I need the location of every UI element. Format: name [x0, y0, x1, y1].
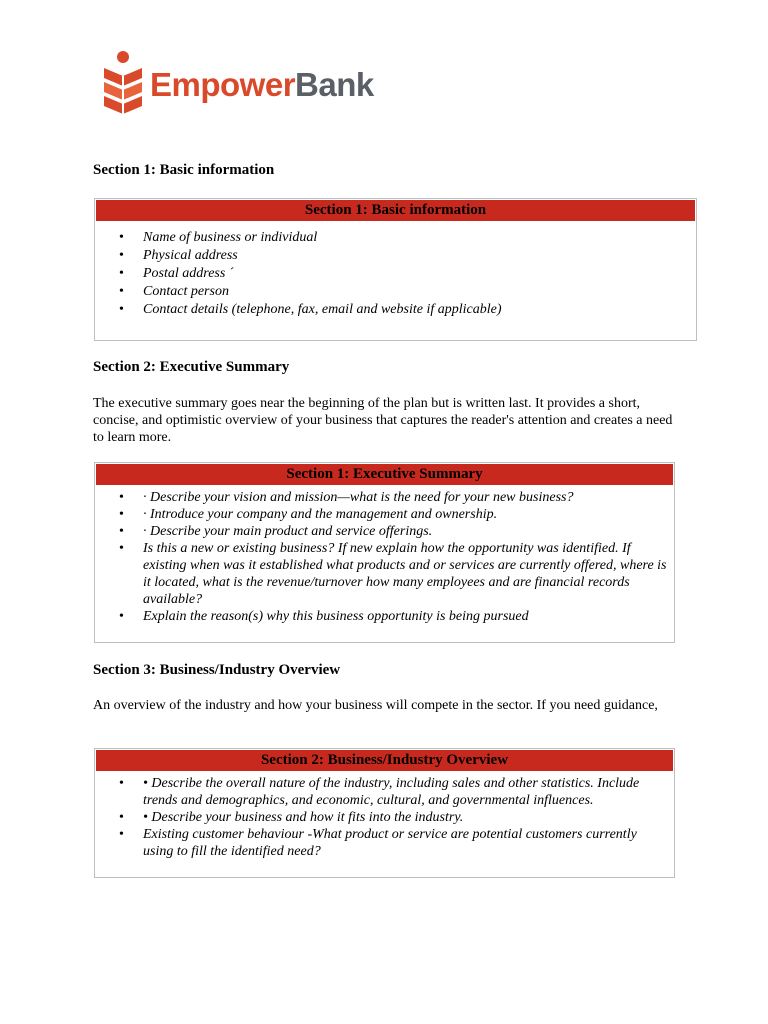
section3-box-title: Section 2: Business/Industry Overview — [96, 750, 673, 771]
bullet-icon: • — [119, 284, 124, 299]
list-item — [95, 301, 696, 319]
section2-box — [94, 462, 675, 643]
section2-box-title: Section 1: Executive Summary — [96, 464, 673, 485]
section2-paragraph: The executive summary goes near the beginning of the plan but is written last. It provides a short, concise, and optimistic overview of your business that captures the reader's attention and creates a need to learn more. — [93, 396, 673, 445]
bullet-icon: • — [119, 248, 124, 263]
section1-heading: Section 1: Basic information — [93, 162, 275, 178]
list-item-text: Explain the reason(s) why this business opportunity is being pursued — [143, 609, 529, 624]
bullet-icon: • — [119, 524, 124, 539]
section3-box — [94, 748, 675, 878]
list-item-text: · Describe your vision and mission—what is the need for your new business? — [143, 490, 574, 505]
section1-box-title: Section 1: Basic information — [96, 200, 695, 221]
list-item — [95, 826, 674, 860]
list-item — [95, 809, 674, 826]
logo-text-bank: Bank — [295, 66, 374, 103]
list-item — [95, 265, 696, 283]
section3-heading: Section 3: Business/Industry Overview — [93, 662, 341, 678]
bullet-icon: • — [119, 810, 124, 825]
bullet-icon: • — [119, 827, 124, 842]
list-item-text: Contact person — [143, 284, 229, 299]
list-item-text: Is this a new or existing business? If new explain how the opportunity was identified. If existing when was it established what products and or services are currently offered, where is it located, what is the revenue/turnover how many employees and are financial records available? — [143, 541, 667, 607]
bullet-icon: • — [119, 507, 124, 522]
bullet-icon: • — [119, 609, 124, 624]
list-item-text: Postal address ´ — [143, 266, 234, 281]
list-item — [95, 540, 674, 608]
bullet-icon: • — [119, 230, 124, 245]
list-item — [95, 608, 674, 625]
section3-paragraph: An overview of the industry and how your business will compete in the sector. If you need guidance, — [93, 698, 658, 713]
section1-box — [94, 198, 697, 341]
bullet-icon: • — [119, 776, 124, 791]
list-item-text: • Describe the overall nature of the industry, including sales and other statistics. Include trends and demographics, and economic, cultural, and governmental influences. — [143, 776, 640, 808]
bullet-icon: • — [119, 302, 124, 317]
list-item-text: Existing customer behaviour -What product or service are potential customers currently using to fill the identified need? — [143, 827, 637, 859]
section3-list — [95, 775, 674, 860]
empowerbank-logo — [100, 48, 374, 118]
list-item-text: Name of business or individual — [143, 230, 318, 245]
list-item — [95, 523, 674, 540]
bullet-icon: • — [119, 541, 124, 556]
section2-heading: Section 2: Executive Summary — [93, 359, 290, 375]
list-item-text: · Introduce your company and the management and ownership. — [143, 507, 498, 522]
list-item-text: • Describe your business and how it fits into the industry. — [143, 810, 464, 825]
list-item — [95, 775, 674, 809]
list-item-text: Contact details (telephone, fax, email and website if applicable) — [143, 302, 502, 317]
section2-list — [95, 489, 674, 625]
bullet-icon: • — [119, 266, 124, 281]
list-item — [95, 283, 696, 301]
list-item-text: Physical address — [143, 248, 238, 263]
section1-list — [95, 229, 696, 319]
logo-text-empower: Empower — [150, 66, 296, 103]
list-item — [95, 506, 674, 523]
list-item-text: · Describe your main product and service offerings. — [143, 524, 433, 539]
empowerbank-logo-mark-icon — [100, 50, 146, 116]
list-item — [95, 489, 674, 506]
logo-wordmark — [150, 66, 374, 104]
bullet-icon: • — [119, 490, 124, 505]
list-item — [95, 229, 696, 247]
list-item — [95, 247, 696, 265]
